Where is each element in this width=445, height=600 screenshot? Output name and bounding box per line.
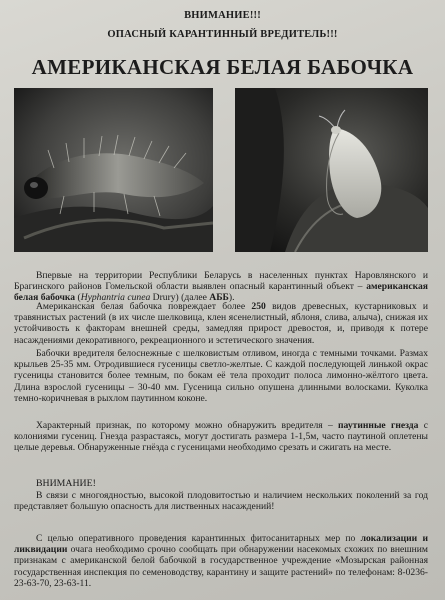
description-text: Бабочки вредителя белоснежные с шелковистым отливом, иногда с темными точками. Размах крыльев 25-35 мм. Отродившиеся гусеницы светло-желтые. С каждой последующей линькой окрас гусеницы становится более темным, по бокам её тела проходит полоса лимонно-жёлтого цвета. Длина взрослой гусеницы – 30-40 мм. Гусеница сильно опушена длинными волосками. Куколка темно-коричневая в рыхлом паутинном коконе. [14, 348, 428, 404]
paragraph-warning [14, 490, 428, 512]
attention-heading: ВНИМАНИЕ!!! [184, 10, 261, 21]
text-span: видов древесных, кустарниковых и травянистых растений (в их числе шелковица, клен ясенелистный, яблоня, слива, алыча), снижая их устойчивость к факторам внешней среды, замедляя прирост древостоя, и, приводя к потере насаждениями декоративного, рекреационного и эстетического значения. [14, 301, 429, 346]
paragraph-description [14, 348, 428, 404]
abbreviation: АББ [209, 292, 229, 304]
latin-name: Hyphantria cunea [80, 292, 151, 304]
web-nests: паутинные гнезда [338, 420, 419, 431]
text-span: очага необходимо срочно сообщать при обнаружении насекомых схожих по внешним признакам с американской белой бабочкой в государственное учреждение «Мозырская районная государственная инспекция по семеноводству, карантину и защите растений» по телефонам: 8-0236-23-63-70, 23-63-11. [14, 544, 428, 589]
text-span: с колониями гусениц. Гнезда разрастаясь, могут достигать размера 1-1,5м, часто паутиной оплетены целые деревья. Обнаруженные гнёзда с гусеницами необходимо срезать и сжигать на месте. [14, 420, 428, 454]
text-span: Drury) (далее [150, 292, 210, 304]
species-count: 250 [251, 301, 266, 312]
caterpillar-photo [14, 88, 213, 252]
text-span: Американская белая бабочка повреждает более [36, 301, 252, 312]
moth-photo [235, 88, 428, 252]
paragraph-damage [14, 301, 428, 346]
subtitle-heading: ОПАСНЫЙ КАРАНТИННЫЙ ВРЕДИТЕЛЬ!!! [107, 29, 338, 40]
paragraph-contact [14, 533, 428, 589]
paragraph-detection [14, 270, 428, 304]
text-span: С целью оперативного проведения карантинных фитосанитарных мер по [36, 533, 361, 544]
warning-heading: ВНИМАНИЕ! [36, 478, 96, 489]
text-span: Характерный признак, по которому можно обнаружить вредителя – [36, 420, 339, 431]
text-span: ( [75, 292, 81, 304]
warning-text: В связи с многоядностью, высокой плодовитостью и наличием нескольких поколений за год представляет большую опасность для лиственных насаждений! [14, 490, 428, 513]
text-span: ). [228, 292, 235, 304]
page-title: АМЕРИКАНСКАЯ БЕЛАЯ БАБОЧКА [31, 55, 414, 79]
paragraph-sign [14, 420, 428, 454]
species-name: американская белая бабочка [14, 281, 428, 304]
localization-text: локализации и ликвидации [14, 533, 428, 556]
text-span: Впервые на территории Республики Беларусь в населенных пунктах Наровлянского и Брагинского районов Гомельской области выявлен опасный карантинный объект – [14, 270, 428, 293]
